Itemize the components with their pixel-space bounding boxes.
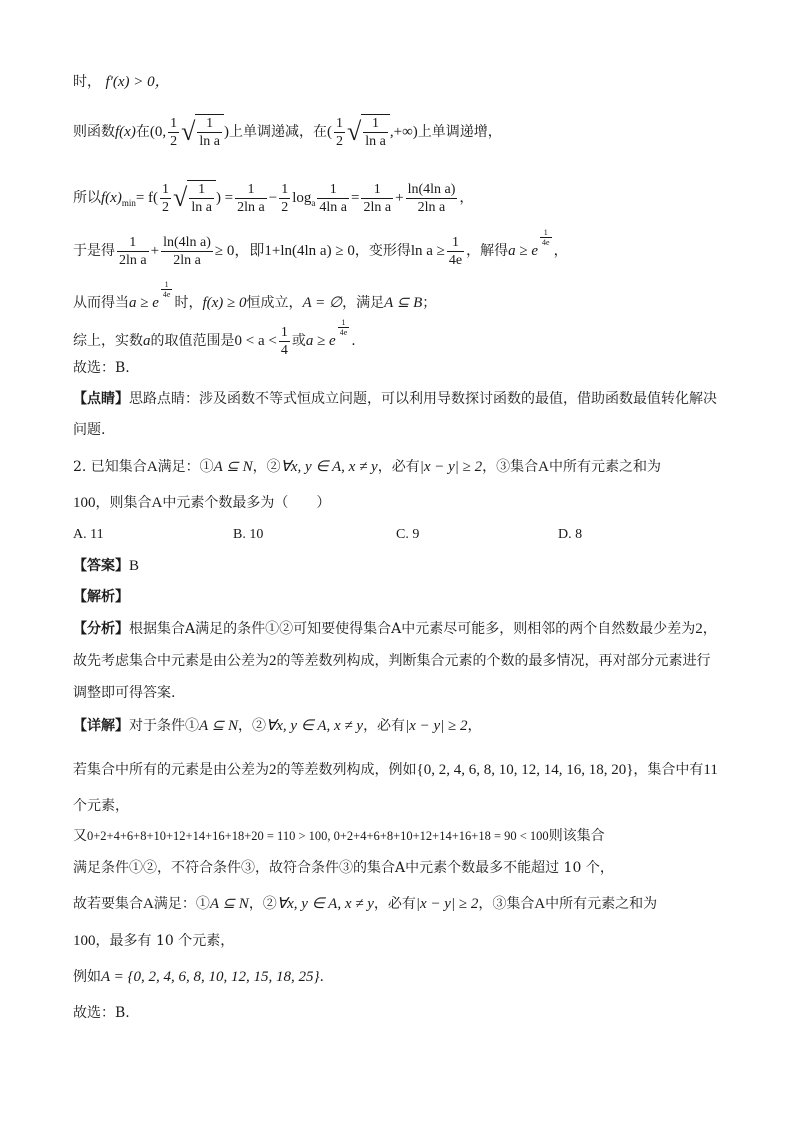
math: 100 [73, 495, 96, 511]
text: ，必有 [363, 718, 406, 734]
math: 100 [73, 933, 96, 949]
math: 0 < a < [234, 333, 277, 349]
math: 2 [269, 762, 277, 778]
line-conclusion-1 [73, 280, 734, 313]
fraction-ln4lna: $\frac{\text{ln(4ln a)}}{\text{2ln a}}$ [407, 181, 456, 215]
exponent-fraction: $\frac{1}{4e}$ [339, 318, 348, 337]
text: 对于条件① [129, 718, 199, 734]
text: 若集合中所有的元素是由公差为 [73, 762, 269, 778]
fraction-half: $\frac{1}{2}$ [170, 115, 178, 149]
math: f(x) ≥ 0 [202, 295, 247, 311]
sqrt-inv-lna: √ $\frac{1}{\text{ln a}}$ [347, 114, 390, 150]
text: ； [422, 295, 437, 311]
math-fx: f(x) [101, 190, 122, 206]
math: A [143, 896, 154, 912]
math: A ⊆ B [384, 295, 423, 311]
answer-tag: 【答案】 [73, 558, 129, 574]
detail-line-4 [73, 826, 734, 846]
analysis-line-3: 调整即可得答案. [73, 685, 176, 701]
question-2-line-1 [73, 457, 734, 477]
text: ，满足 [342, 295, 385, 311]
fraction-half: $\frac{1}{2}$ [335, 115, 343, 149]
detail-line-8 [73, 967, 734, 987]
text: 上单调递增， [417, 124, 502, 140]
text: 中所有元素之和为 [548, 459, 661, 475]
detail-line-7 [73, 931, 734, 951]
math: A [146, 459, 158, 475]
math: 1+ln(4ln a) ≥ 0 [264, 243, 355, 259]
detail-line-2 [73, 760, 734, 780]
text: ，必有 [373, 896, 416, 912]
math-set: A = {0, 2, 4, 6, 8, 10, 12, 15, 18, 25} [101, 969, 320, 985]
math: = [351, 190, 360, 206]
detail-line-3: 个元素， [73, 798, 129, 814]
fraction-inv-2lna: $\frac{1}{\text{2ln a}}$ [237, 181, 265, 215]
text: 满足：① [153, 896, 210, 912]
line-derivative-positive [73, 72, 734, 92]
math: 2 [269, 653, 277, 669]
fenxi-tag: 【分析】 [73, 621, 129, 637]
math-derivative: f′(x) > 0， [105, 74, 170, 90]
text: 故若要集合 [73, 896, 143, 912]
math: + [395, 190, 404, 206]
text: 从而得当 [73, 295, 129, 311]
line-solve [73, 228, 734, 269]
math: ) = [215, 190, 234, 206]
math: ∀x, y ∈ A, x ≠ y [265, 718, 364, 734]
text: 则该集合 [548, 828, 605, 844]
math: A = ∅ [302, 295, 343, 311]
text: 则函数 [73, 124, 115, 140]
text: 中所有元素之和为 [545, 896, 658, 912]
text: 满足：① [157, 459, 214, 475]
math: = f( [135, 190, 159, 206]
text: 在 [135, 124, 150, 140]
xiangjie-tag: 【详解】 [73, 718, 129, 734]
text: ， [553, 243, 568, 259]
analysis-line-2 [73, 651, 734, 671]
text: ，② [237, 718, 266, 734]
math: ≥ 0，即 [214, 243, 265, 259]
fraction-half: $\frac{1}{2}$ [162, 181, 170, 215]
fraction-half: $\frac{1}{2}$ [281, 181, 289, 215]
math: A [534, 896, 546, 912]
detail-line-1 [73, 716, 734, 736]
math: ∀x, y ∈ A, x ≠ y [280, 459, 378, 475]
math: A ⊆ N [199, 718, 238, 734]
math: A [151, 495, 163, 511]
text: ， [702, 621, 717, 637]
answer-value: B [129, 558, 140, 574]
text: 的取值范围是 [150, 333, 235, 349]
tip-tag: 【点睛】 [73, 391, 129, 407]
text: ，③集合 [478, 896, 535, 912]
math-log: log [292, 190, 312, 206]
fraction-inv-4e: $\frac{1}{4e}$ [448, 234, 463, 268]
line-fmin [73, 180, 734, 216]
detail-line-5: 满足条件①②，不符合条件③，故符合条件③的集合A中元素个数最多不能超过 10 个， [73, 860, 614, 876]
line-choose-b: 故选：B. [73, 360, 130, 376]
text: 综上，实数 [73, 333, 143, 349]
tip-text: 思路点睛：涉及函数不等式恒成立问题，可以利用导数探讨函数的最值，借助函数最值转化解决 [129, 391, 717, 407]
text: 上单调递减，在 [228, 124, 327, 140]
fraction-inv-2lna: $\frac{1}{\text{2ln a}}$ [119, 234, 147, 268]
math: A [538, 459, 549, 475]
text: 例如 [73, 969, 101, 985]
fraction-inv-4lna: $\frac{1}{\text{4ln a}}$ [319, 181, 348, 215]
option-b: B. 10 [233, 527, 264, 542]
text: ，集合中有 [633, 762, 704, 778]
text: . [319, 969, 324, 985]
math: ( [326, 124, 332, 140]
text: 于是得 [73, 243, 115, 259]
text: 又 [73, 828, 87, 844]
math: |x − y| ≥ 2 [419, 459, 483, 475]
detail-line-9: 故选：B. [73, 1005, 130, 1021]
analysis-header [73, 587, 734, 607]
text: ，② [252, 459, 281, 475]
math: ln a ≥ [410, 243, 445, 259]
sqrt-inv-lna: √ $\frac{1}{\text{ln a}}$ [173, 180, 216, 216]
text: 故先考虑集合中元素是由公差为 [73, 653, 269, 669]
fraction-inv-2lna: $\frac{1}{\text{2ln a}}$ [363, 181, 392, 215]
text: ，变形得 [354, 243, 411, 259]
text: ， [467, 718, 482, 734]
math: − [268, 190, 278, 206]
exponent-fraction: $\frac{1}{4e}$ [542, 228, 550, 247]
text: 时， [174, 295, 203, 311]
math: a ≥ e [129, 295, 159, 311]
math: |x − y| ≥ 2 [405, 718, 468, 734]
text: ，必有 [377, 459, 420, 475]
text: 的等差数列构成，例如 [276, 762, 417, 778]
subscript-min: min [121, 198, 136, 208]
math: |x − y| ≥ 2 [415, 896, 479, 912]
line-tip [73, 389, 734, 409]
answer-line [73, 556, 734, 576]
math: ∀x, y ∈ A, x ≠ y [276, 896, 374, 912]
sqrt-inv-lna: √ $\frac{1}{\text{ln a}}$ [181, 114, 224, 150]
text: ， [459, 190, 474, 206]
math: a ≥ e [305, 333, 336, 349]
text: ，解得 [466, 243, 509, 259]
text: ，③集合 [482, 459, 539, 475]
subscript-a: a [311, 198, 316, 208]
math-fx: f(x) [115, 124, 136, 140]
text: 时， [73, 74, 101, 90]
line-tip-cont: 问题. [73, 422, 106, 438]
exponent-fraction: $\frac{1}{4e}$ [162, 280, 171, 299]
math: a [143, 333, 151, 349]
math: + [150, 243, 160, 259]
line-monotonic [73, 114, 734, 150]
text: ，② [248, 896, 277, 912]
text: 中元素个数最多为（ ） [162, 495, 331, 511]
option-c: C. 9 [396, 527, 420, 542]
line-summary [73, 318, 734, 359]
text: 恒成立， [246, 295, 303, 311]
text: 的等差数列构成，判断集合元素的个数的最多情况，再对部分元素进行 [276, 653, 711, 669]
option-d: D. 8 [558, 527, 583, 542]
fraction-ln4lna: $\frac{\text{ln(4ln a)}}{\text{2ln a}}$ [163, 234, 211, 268]
math: A ⊆ N [209, 896, 249, 912]
math-sum: 0+2+4+6+8+10+12+14+16+18+20 = 110 > 100, 0+2+4+6+8+10+12+14+16+18 = 90 < 100 [87, 829, 549, 843]
math: ) [223, 124, 229, 140]
text: 或 [291, 333, 306, 349]
analysis-line-1 [73, 619, 734, 639]
math-set: {0, 2, 4, 6, 8, 10, 12, 14, 16, 18, 20} [416, 762, 634, 778]
math: a ≥ e [508, 243, 538, 259]
question-number: 2. 已知集合 [73, 459, 147, 475]
question-2-line-2 [73, 493, 734, 513]
text: ，最多有 10 个元素， [95, 933, 235, 949]
fraction-quarter: $\frac{1}{4}$ [280, 324, 288, 358]
text: . [351, 333, 356, 349]
detail-line-6 [73, 894, 734, 914]
text: 所以 [73, 190, 101, 206]
math: (0, [149, 124, 167, 140]
text: ，则集合 [95, 495, 152, 511]
analysis-tag: 【解析】 [73, 589, 129, 605]
math: 11 [703, 762, 718, 778]
math: 2 [695, 621, 703, 637]
math: A ⊆ N [213, 459, 253, 475]
option-a: A. 11 [73, 527, 104, 542]
text: 根据集合A满足的条件①②可知要使得集合A中元素尽可能多，则相邻的两个自然数最少差为 [129, 621, 696, 637]
math: ,+∞) [389, 124, 418, 140]
